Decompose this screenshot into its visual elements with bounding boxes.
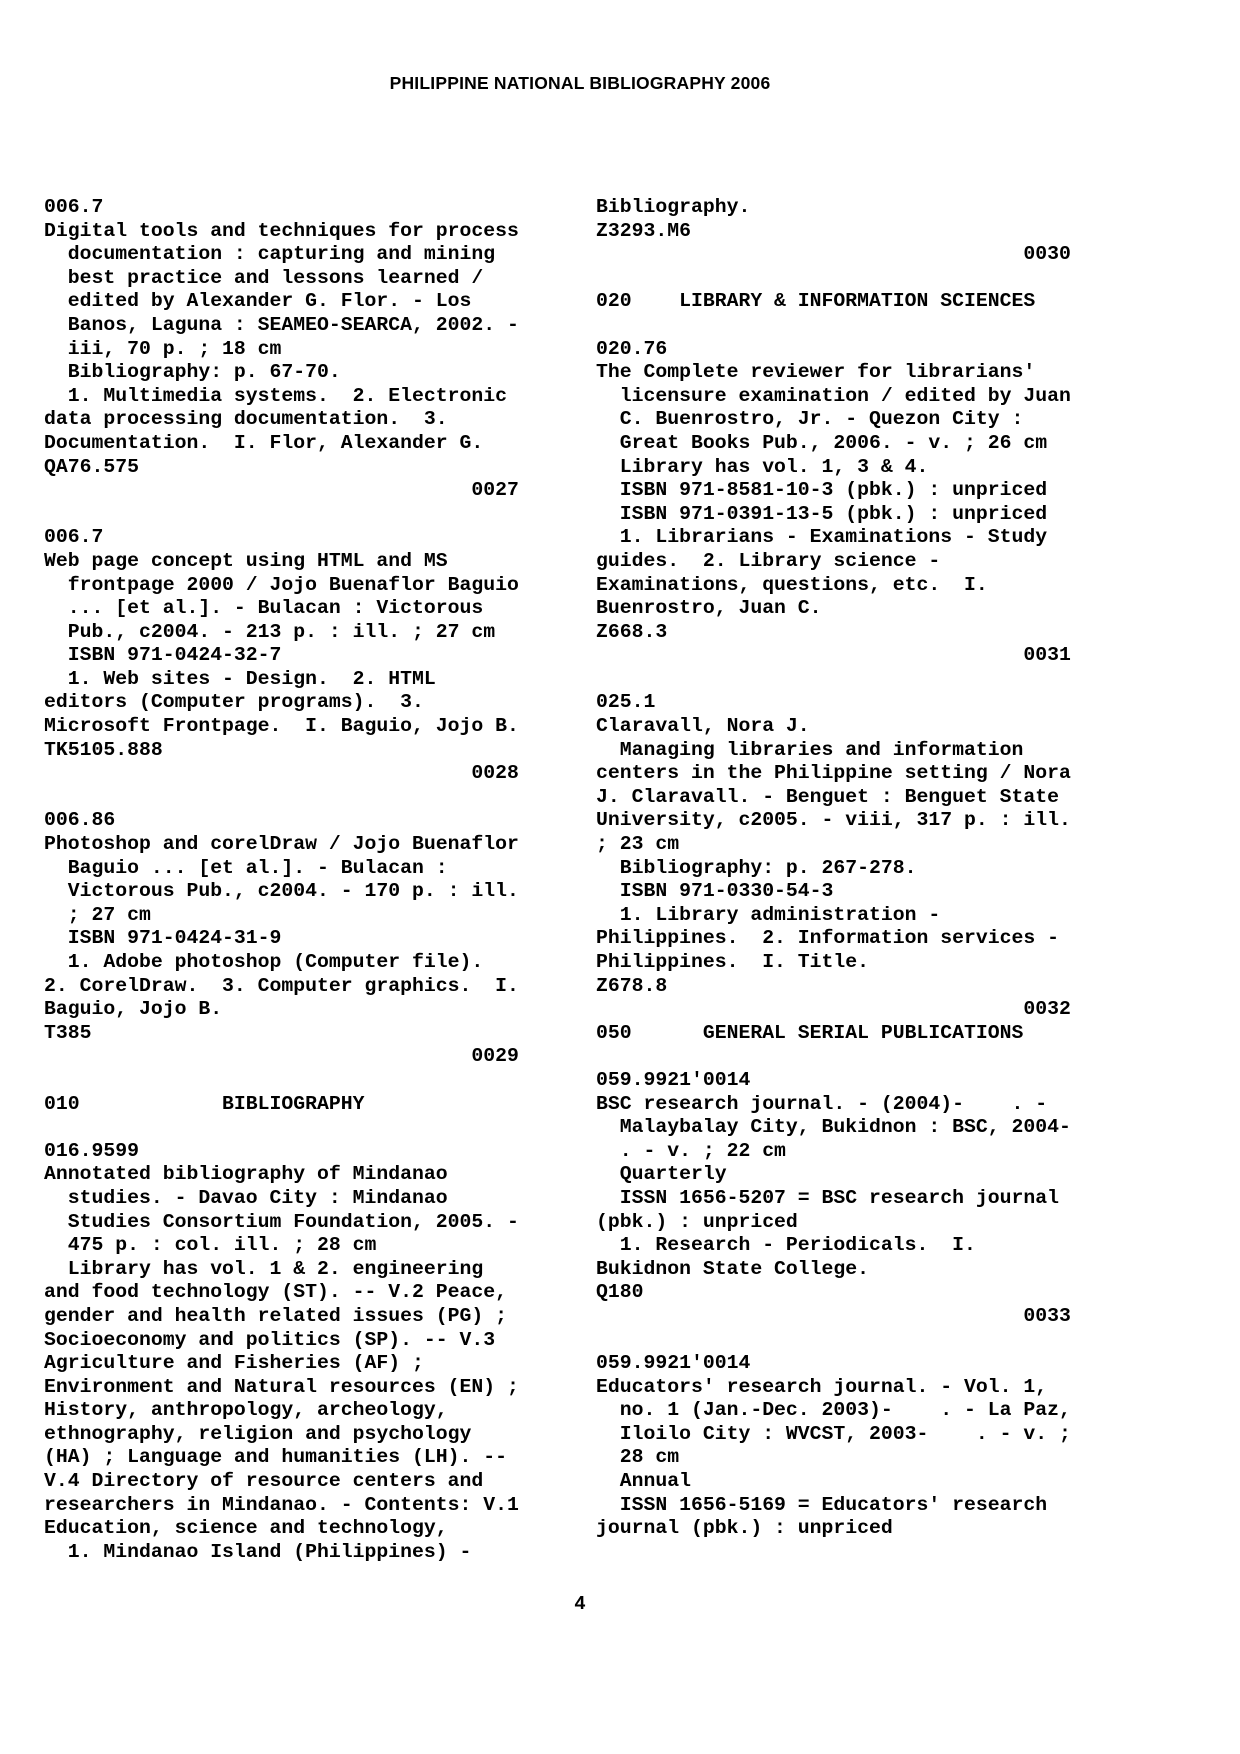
- text-line: centers in the Philippine setting / Nora: [596, 762, 1071, 785]
- text-line: ISBN 971-0330-54-3: [596, 880, 834, 903]
- text-line: J. Claravall. - Benguet : Benguet State: [596, 785, 1059, 808]
- text-line: 475 p. : col. ill. ; 28 cm: [44, 1234, 377, 1257]
- text-line: ISSN 1656-5169 = Educators' research: [596, 1493, 1048, 1516]
- text-line: Microsoft Frontpage. I. Baguio, Jojo B.: [44, 715, 519, 738]
- text-line: ethnography, religion and psychology: [44, 1422, 472, 1445]
- text-line: 006.7: [44, 526, 104, 549]
- text-line: 1. Librarians - Examinations - Study: [596, 526, 1048, 549]
- text-line: [44, 786, 549, 810]
- text-line: Quarterly: [596, 1163, 727, 1186]
- text-line: edited by Alexander G. Flor. - Los: [44, 290, 472, 313]
- text-line: Banos, Laguna : SEAMEO-SEARCA, 2002. -: [44, 313, 519, 336]
- text-line: Bukidnon State College.: [596, 1257, 870, 1280]
- text-line: T385: [44, 1021, 92, 1044]
- text-line: History, anthropology, archeology,: [44, 1399, 448, 1422]
- text-line: [596, 314, 1101, 338]
- text-line: 020.76: [596, 337, 668, 360]
- text-line: Victorous Pub., c2004. - 170 p. : ill.: [44, 880, 519, 903]
- text-line: ISBN 971-0424-31-9: [44, 927, 282, 950]
- text-line: Z678.8: [596, 974, 668, 997]
- text-line: 010 BIBLIOGRAPHY: [44, 1092, 365, 1115]
- text-line: C. Buenrostro, Jr. - Quezon City :: [596, 408, 1024, 431]
- text-line: Annual: [596, 1470, 691, 1493]
- text-line: 020 LIBRARY & INFORMATION SCIENCES: [596, 290, 1036, 313]
- text-line: Buenrostro, Juan C.: [596, 597, 822, 620]
- text-line: Malaybalay City, Bukidnon : BSC, 2004-: [596, 1116, 1071, 1139]
- text-line: Web page concept using HTML and MS: [44, 549, 448, 572]
- text-line: 0030: [596, 243, 1071, 266]
- text-line: data processing documentation. 3.: [44, 408, 448, 431]
- text-line: Q180: [596, 1281, 644, 1304]
- text-line: 0028: [44, 762, 519, 785]
- text-line: studies. - Davao City : Mindanao: [44, 1186, 448, 1209]
- text-line: Studies Consortium Foundation, 2005. -: [44, 1210, 519, 1233]
- text-line: Baguio, Jojo B.: [44, 998, 223, 1021]
- text-line: Examinations, questions, etc. I.: [596, 573, 988, 596]
- right-column: [596, 196, 1101, 1541]
- text-line: 025.1: [596, 691, 656, 714]
- text-line: Managing libraries and information: [596, 738, 1024, 761]
- text-line: Digital tools and techniques for process: [44, 219, 519, 242]
- text-line: 006.7: [44, 196, 104, 218]
- text-line: 0031: [596, 644, 1071, 667]
- text-line: [596, 267, 1101, 291]
- text-line: iii, 70 p. ; 18 cm: [44, 337, 282, 360]
- text-line: 1. Library administration -: [596, 903, 941, 926]
- text-line: TK5105.888: [44, 738, 163, 761]
- text-line: best practice and lessons learned /: [44, 266, 484, 289]
- text-line: Great Books Pub., 2006. - v. ; 26 cm: [596, 431, 1048, 454]
- text-line: Bibliography.: [596, 196, 751, 218]
- text-line: Bibliography: p. 267-278.: [596, 856, 917, 879]
- text-line: Agriculture and Fisheries (AF) ;: [44, 1352, 424, 1375]
- text-line: 2. CorelDraw. 3. Computer graphics. I.: [44, 974, 519, 997]
- text-line: 059.9921'0014: [596, 1068, 751, 1091]
- text-line: 059.9921'0014: [596, 1352, 751, 1375]
- text-line: Iloilo City : WVCST, 2003- . - v. ;: [596, 1422, 1071, 1445]
- text-line: ISBN 971-0424-32-7: [44, 644, 282, 667]
- text-line: 0033: [596, 1304, 1071, 1327]
- text-line: Library has vol. 1 & 2. engineering: [44, 1257, 484, 1280]
- left-column: [44, 196, 549, 1564]
- text-line: 006.86: [44, 809, 116, 832]
- text-line: . - v. ; 22 cm: [596, 1139, 786, 1162]
- text-line: no. 1 (Jan.-Dec. 2003)- . - La Paz,: [596, 1399, 1071, 1422]
- text-line: 0032: [596, 998, 1071, 1021]
- text-line: Socioeconomy and politics (SP). -- V.3: [44, 1328, 496, 1351]
- text-line: journal (pbk.) : unpriced: [596, 1517, 893, 1540]
- text-line: researchers in Mindanao. - Contents: V.1: [44, 1493, 519, 1516]
- text-line: [44, 1116, 549, 1140]
- page-header: PHILIPPINE NATIONAL BIBLIOGRAPHY 2006: [389, 73, 771, 93]
- text-line: ISSN 1656-5207 = BSC research journal: [596, 1186, 1059, 1209]
- text-line: QA76.575: [44, 455, 139, 478]
- text-line: 1. Mindanao Island (Philippines) -: [44, 1540, 472, 1563]
- text-line: 1. Multimedia systems. 2. Electronic: [44, 384, 507, 407]
- text-line: Photoshop and corelDraw / Jojo Buenaflor: [44, 833, 519, 856]
- text-line: 28 cm: [596, 1446, 680, 1469]
- text-line: Documentation. I. Flor, Alexander G.: [44, 431, 484, 454]
- text-line: Library has vol. 1, 3 & 4.: [596, 455, 929, 478]
- text-line: gender and health related issues (PG) ;: [44, 1304, 507, 1327]
- text-line: licensure examination / edited by Juan: [596, 384, 1071, 407]
- text-line: (pbk.) : unpriced: [596, 1210, 798, 1233]
- text-line: 1. Adobe photoshop (Computer file).: [44, 951, 484, 973]
- text-line: Z668.3: [596, 620, 668, 643]
- text-line: [596, 668, 1101, 692]
- text-line: and food technology (ST). -- V.2 Peace,: [44, 1281, 507, 1304]
- text-line: [596, 1329, 1101, 1353]
- text-line: Philippines. I. Title.: [596, 951, 870, 973]
- page-number: 4: [574, 1593, 586, 1615]
- text-line: (HA) ; Language and humanities (LH). --: [44, 1446, 507, 1469]
- text-line: 0027: [44, 479, 519, 502]
- text-line: V.4 Directory of resource centers and: [44, 1470, 484, 1493]
- text-line: ... [et al.]. - Bulacan : Victorous: [44, 597, 484, 620]
- text-line: documentation : capturing and mining: [44, 243, 496, 266]
- text-line: BSC research journal. - (2004)- . -: [596, 1092, 1048, 1115]
- text-line: frontpage 2000 / Jojo Buenaflor Baguio: [44, 573, 519, 596]
- text-line: [596, 1045, 1101, 1069]
- text-line: guides. 2. Library science -: [596, 549, 941, 572]
- text-line: The Complete reviewer for librarians': [596, 361, 1036, 384]
- text-line: [44, 1069, 549, 1093]
- text-line: Education, science and technology,: [44, 1517, 448, 1540]
- text-line: Bibliography: p. 67-70.: [44, 361, 341, 384]
- text-line: Z3293.M6: [596, 219, 691, 242]
- text-line: ; 23 cm: [596, 833, 680, 856]
- text-line: ISBN 971-8581-10-3 (pbk.) : unpriced: [596, 479, 1048, 502]
- text-line: Baguio ... [et al.]. - Bulacan :: [44, 856, 448, 879]
- text-line: 016.9599: [44, 1139, 139, 1162]
- text-line: University, c2005. - viii, 317 p. : ill.: [596, 809, 1071, 832]
- text-line: 1. Research - Periodicals. I.: [596, 1234, 976, 1257]
- text-line: 0029: [44, 1045, 519, 1068]
- text-line: editors (Computer programs). 3.: [44, 691, 424, 714]
- text-line: Environment and Natural resources (EN) ;: [44, 1375, 519, 1398]
- text-line: Claravall, Nora J.: [596, 715, 810, 738]
- text-line: 1. Web sites - Design. 2. HTML: [44, 667, 436, 690]
- text-line: ; 27 cm: [44, 903, 151, 926]
- text-line: Pub., c2004. - 213 p. : ill. ; 27 cm: [44, 620, 496, 643]
- text-line: 050 GENERAL SERIAL PUBLICATIONS: [596, 1021, 1024, 1044]
- text-line: Annotated bibliography of Mindanao: [44, 1163, 448, 1186]
- text-line: [44, 503, 549, 527]
- text-line: ISBN 971-0391-13-5 (pbk.) : unpriced: [596, 502, 1048, 525]
- text-line: Philippines. 2. Information services -: [596, 927, 1059, 950]
- text-line: Educators' research journal. - Vol. 1,: [596, 1375, 1048, 1398]
